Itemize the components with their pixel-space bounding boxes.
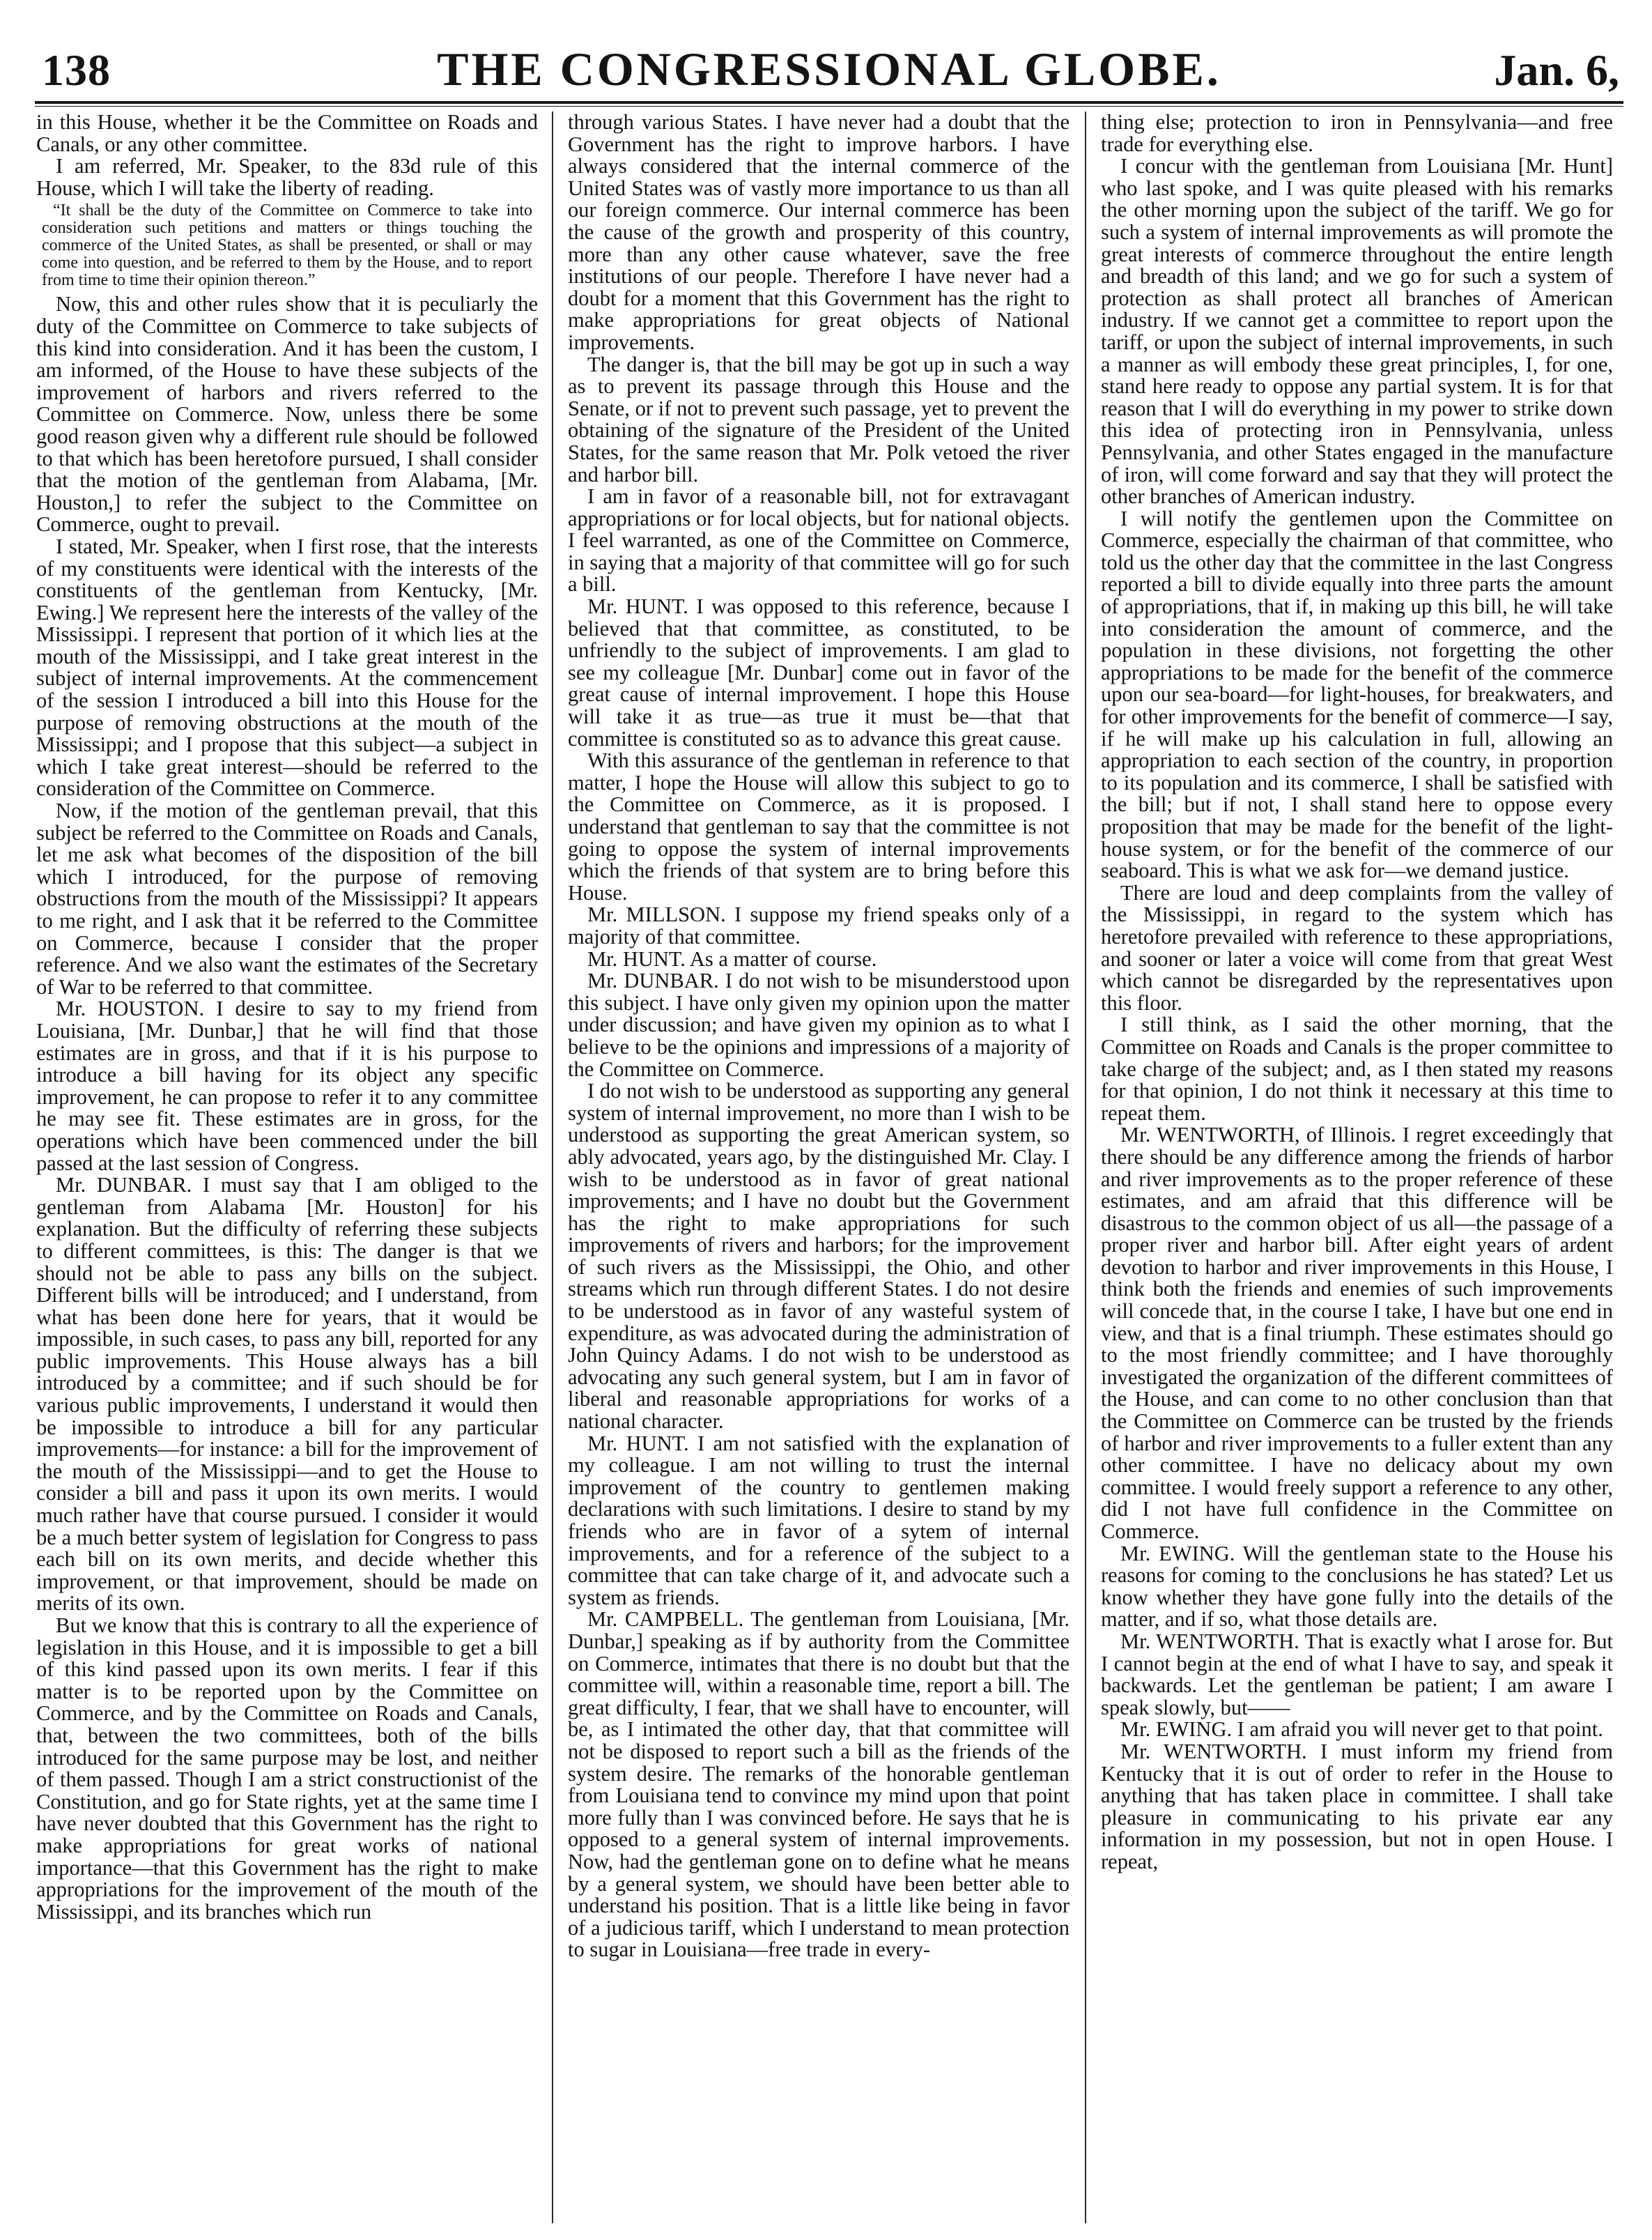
paragraph: Mr. WENTWORTH, of Illinois. I regret exceedingly that there should be any difference among the friends of harbor and river improvements as to the proper reference of these estimates, and am afraid that this difference will be disastrous to the common object of us all—the passage of a proper river and harbor bill. After eight years of ardent devotion to harbor and river improvements in this House, I think both the friends and enemies of such improvements will concede that, in the course I take, I have but one end in view, and that is a final triumph. These estimates should go to the most friendly committee; and I have thoroughly investigated the organization of the different committees of the House, and can come to no other conclusion than that the Committee on Commerce can be trusted by the friends of harbor and river improvements to a fuller extent than any other committee. I have no delicacy about my own committee. I would freely support a reference to any other, did I not have full confidence in the Committee on Commerce.	[1101, 1123, 1613, 1543]
header-rule	[35, 101, 1623, 104]
paragraph: Mr. WENTWORTH. I must inform my friend from Kentucky that it is out of order to refer in the House to anything that has taken place in committee. I shall take pleasure in communicating to his private ear any information in my possession, but not in open House. I repeat,	[1101, 1739, 1613, 1873]
paragraph: But we know that this is contrary to all the experience of legislation in this House, and it is impossible to get a bill of this kind passed upon its own merits. I fear if this matter is to be reported upon by the Committee on Commerce, and by the Committee on Roads and Canals, that, between the two committees, both of the bills introduced for the same purpose may be lost, and neither of them passed. Though I am a strict constructionist of the Constitution, and go for State rights, yet at the same time I have never doubted that this Government has the right to make appropriations for great works of national importance—that this Government has the right to make appropriations for the improvement of the mouth of the Mississippi, and its branches which run	[36, 1613, 538, 1924]
paragraph: I concur with the gentleman from Louisiana [Mr. Hunt] who last spoke, and I was quite pleased with his remarks the other morning upon the subject of the tariff. We go for such a system of internal improvements as will promote the great interests of commerce throughout the entire length and breadth of this land; and we go for such a system of protection as shall protect all branches of American industry. If we cannot get a committee to report upon the tariff, or upon the subject of internal improvements, in such a manner as will embody these great principles, I, for one, stand here ready to oppose any partial system. It is for that reason that I will do everything in my power to strike down this idea of protecting iron in Pennsylvania, unless Pennsylvania, and other States engaged in the manufacture of iron, will come forward and say that they will protect the other branches of American industry.	[1101, 154, 1613, 509]
paragraph: I will notify the gentlemen upon the Committee on Commerce, especially the chairman of that committee, who told us the other day that the committee in the last Congress reported a bill to divide equally into three parts the amount of appropriations, that if, in making up this bill, he will take into consideration the amount of commerce, and the population in these divisions, not forgetting the other appropriations to be made for the benefit of the commerce upon our sea-board—for light-houses, for breakwaters, and for other improvements for the benefit of commerce—I say, if he will make up his calculation in full, allowing an appropriation to each section of the country, in proportion to its population and its commerce, I shall be satisfied with the bill; but if not, I shall stand here to oppose every proposition that may be made for the benefit of the light-house system, or for the benefit of the commerce of our seaboard. This is what we ask for—we demand justice.	[1101, 506, 1613, 883]
paragraph: I am in favor of a reasonable bill, not for extravagant appropriations or for local objects, but for national objects. I feel warranted, as one of the Committee on Commerce, in saying that a majority of that committee will go for such a bill.	[568, 484, 1070, 597]
paragraph: I do not wish to be understood as supporting any general system of internal improvement, no more than I wish to be understood as supporting the great American system, so ably advocated, years ago, by the distinguished Mr. Clay. I wish to be understood as in favor of great national improvements; and I have no doubt but the Government has the right to make appropriations for such improvements of rivers and harbors; for the improvement of such rivers as the Mississippi, the Ohio, and other streams which run through different States. I do not desire to be understood as in favor of any wasteful system of expenditure, as was advocated during the administration of John Quincy Adams. I do not wish to be understood as advocating any such general system, but I am in favor of liberal and reasonable appropriations for works of a national character.	[568, 1079, 1070, 1434]
paragraph: through various States. I have never had a doubt that the Government has the right to improve harbors. I have always considered that the internal commerce of the United States was of vastly more importance to us than all our foreign commerce. Our internal commerce has been the cause of the growth and prosperity of this country, more than any other cause whatever, save the free institutions of our people. Therefore I have never had a doubt for a moment that this Government has the right to make appropriations for great objects of National improvements.	[568, 112, 1070, 354]
rule-quotation: “It shall be the duty of the Committee on Commerce to take into consideration such petitions and matters or things touching the commerce of the United States, as shall be presented, or shall or may come into question, and be referred to them by the House, and to report from time to time their opinion thereon.”	[42, 201, 532, 290]
paragraph: With this assurance of the gentleman in reference to that matter, I hope the House will allow this subject to go to the Committee on Commerce, as it is proposed. I understand that gentleman to say that the committee is not going to oppose the system of internal improvements which the friends of that system are to bring before this House.	[568, 749, 1070, 905]
column-divider	[1085, 112, 1086, 2223]
issue-date: Jan. 6,	[1494, 45, 1619, 95]
page-number: 138	[42, 45, 111, 95]
paragraph: Now, this and other rules show that it is peculiarly the duty of the Committee on Commerce to take subjects of this kind into consideration. And it has been the custom, I am informed, of the House to have these subjects of the improvement of harbors and rivers referred to the Committee on Commerce. Now, unless there be some good reason given why a different rule should be followed to that which has been heretofore pursued, I shall consider that the motion of the gentleman from Alabama, [Mr. Houston,] to refer the subject to the Committee on Commerce, ought to prevail.	[36, 292, 538, 537]
page-header	[35, 35, 1623, 105]
paragraph: Mr. HUNT. I was opposed to this reference, because I believed that that committee, as constituted, to be unfriendly to the subject of improvements. I am glad to see my colleague [Mr. Dunbar] come out in favor of the great cause of internal improvement. I hope this House will take it as true—as true it must be—that that committee is constituted so as to advance this great cause.	[568, 594, 1070, 751]
masthead-title: THE CONGRESSIONAL GLOBE.	[437, 43, 1221, 95]
paragraph: Mr. EWING. Will the gentleman state to the House his reasons for coming to the conclusions he has stated? Let us know whether they have gone fully into the details of the matter, and if so, what those details are.	[1101, 1541, 1613, 1632]
text-column-3	[1101, 112, 1613, 2223]
paragraph: Mr. HOUSTON. I desire to say to my friend from Louisiana, [Mr. Dunbar,] that he will find that those estimates are in gross, and that if it is his purpose to introduce a bill having for its object any specific improvement, he can propose to refer it to any committee he may see fit. These estimates are in gross, for the operations which have been commenced under the bill passed at the last session of Congress.	[36, 997, 538, 1175]
paragraph: in this House, whether it be the Committee on Roads and Canals, or any other committee.	[36, 112, 538, 156]
paragraph: thing else; protection to iron in Pennsylvania—and free trade for everything else.	[1101, 112, 1613, 156]
column-divider	[552, 112, 553, 2223]
paragraph: Mr. HUNT. As a matter of course.	[587, 946, 877, 971]
paragraph: Now, if the motion of the gentleman prevail, that this subject be referred to the Committee on Roads and Canals, let me ask what becomes of the disposition of the bill which I introduced, for the purpose of removing obstructions from the mouth of the Mississippi? It appears to me right, and I ask that it be referred to the Committee on Commerce, because I consider that the proper reference. And we also want the estimates of the Secretary of War to be referred to that committee.	[36, 799, 538, 999]
paragraph: Mr. DUNBAR. I must say that I am obliged to the gentleman from Alabama [Mr. Houston] for his explanation. But the difficulty of referring these subjects to different committees, is this: The danger is that we should not be able to pass any bills on the subject. Different bills will be introduced; and I understand, from what has been done here for years, that it would be impossible, in such cases, to pass any bill, reported for any public improvements. This House always has a bill introduced by a committee; and if such should be for various public improvements, I understand it would then be impossible to introduce a bill for any particular improvements—for instance: a bill for the improvement of the mouth of the Mississippi—and to get the House to consider a bill and pass it upon its own merits. I would much rather have that course pursued. I consider it would be a much better system of legislation for Congress to pass each bill on its own merits, and decide whether this improvement, or that improvement, should be made on merits of its own.	[36, 1173, 538, 1616]
paragraph: I stated, Mr. Speaker, when I first rose, that the interests of my constituents were identical with the interests of the constituents of the gentleman from Kentucky, [Mr. Ewing.] We represent here the interests of the valley of the Mississippi. I represent that portion of it which lies at the mouth of the Mississippi, and I take great interest in the subject of internal improvements. At the commencement of the session I introduced a bill into this House for the purpose of removing obstructions at the mouth of the Mississippi; and I propose that this subject—a subject in which I take great interest—should be referred to the consideration of the Committee on Commerce.	[36, 534, 538, 801]
paragraph: I am referred, Mr. Speaker, to the 83d rule of this House, which I will take the liberty of reading.	[36, 154, 538, 200]
paragraph: Mr. DUNBAR. I do not wish to be misunderstood upon this subject. I have only given my opinion upon the matter under discussion; and have given my opinion as to what I believe to be the opinions and impressions of a majority of the Committee on Commerce.	[568, 969, 1070, 1081]
paragraph: There are loud and deep complaints from the valley of the Mississippi, in regard to the system which has heretofore prevailed with reference to these appropriations, and sooner or later a voice will come from that great West which cannot be disregarded by the representatives upon this floor.	[1101, 880, 1613, 1015]
paragraph: Mr. MILLSON. I suppose my friend speaks only of a majority of that committee.	[568, 903, 1070, 949]
text-column-2	[568, 112, 1070, 2223]
paragraph: Mr. CAMPBELL. The gentleman from Louisiana, [Mr. Dunbar,] speaking as if by authority from the Committee on Commerce, intimates that there is no doubt but that the committee will, within a reasonable time, report a bill. The great difficulty, I fear, that we shall have to encounter, will be, as I intimated the other day, that that committee will not be disposed to report such a bill as the friends of the system desire. The remarks of the honorable gentleman from Louisiana tend to convince my mind upon that point more fully than I was convinced before. He says that he is opposed to a general system of internal improvements. Now, had the gentleman gone on to define what he means by a general system, we should have been better able to understand his position. That is a little like being in favor of a judicious tariff, which I understand to mean protection to sugar in Louisiana—free trade in every-	[568, 1607, 1070, 1962]
paragraph: The danger is, that the bill may be got up in such a way as to prevent its passage through this House and the Senate, or if not to prevent such passage, yet to prevent the obtaining of the signature of the President of the United States, for the same reason that Mr. Polk vetoed the river and harbor bill.	[568, 352, 1070, 486]
paragraph: Mr. HUNT. I am not satisfied with the explanation of my colleague. I am not willing to trust the internal improvement of the country to gentlemen making declarations with such limitations. I desire to stand by my friends who are in favor of a sytem of internal improvements, and for a reference of the subject to a committee that can take charge of it, and advocate such a system as friends.	[568, 1431, 1070, 1609]
text-column-1	[36, 112, 538, 2223]
paragraph: I still think, as I said the other morning, that the Committee on Roads and Canals is the proper committee to take charge of the subject; and, as I then stated my reasons for that opinion, I do not think it necessary at this time to repeat them.	[1101, 1013, 1613, 1125]
header-rule-thin	[35, 106, 1623, 107]
paragraph: Mr. EWING. I am afraid you will never get to that point.	[1120, 1717, 1603, 1742]
paragraph: Mr. WENTWORTH. That is exactly what I arose for. But I cannot begin at the end of what I have to say, and speak it backwards. Let the gentleman be patient; I am aware I speak slowly, but——	[1101, 1629, 1613, 1719]
